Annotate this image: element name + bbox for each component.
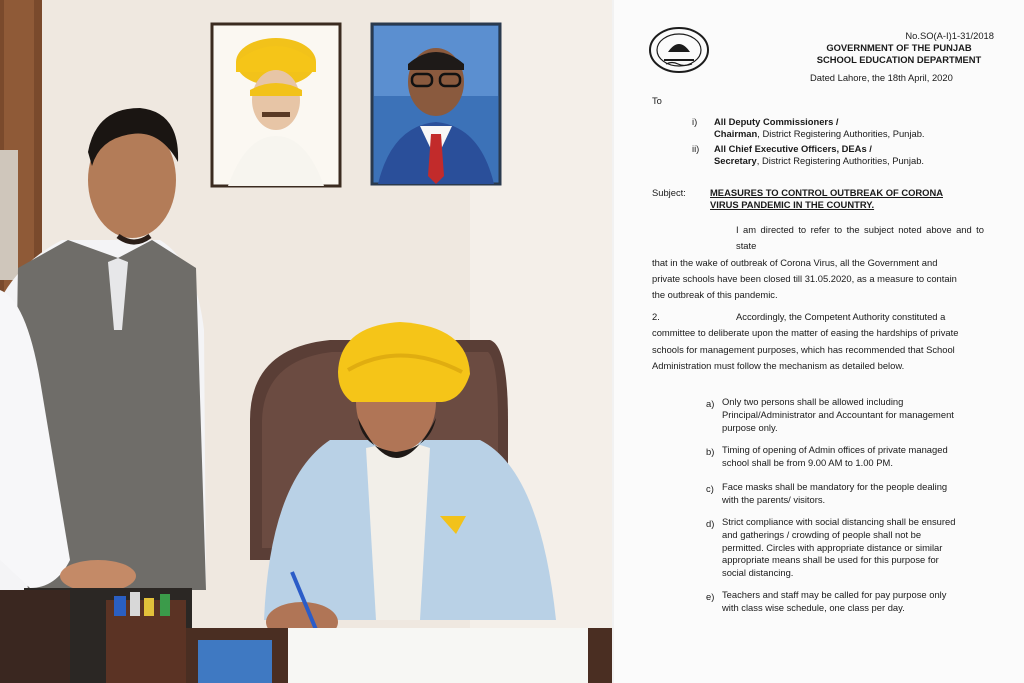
- list-item: [722, 444, 984, 470]
- government-name: GOVERNMENT OF THE PUNJAB: [826, 42, 972, 53]
- paragraph-line: private schools have been closed till 31.05.2020, as a measure to contain: [652, 272, 957, 284]
- letter-header: [794, 30, 1004, 66]
- item-line: appropriate means shall be used for this purpose for: [722, 554, 939, 566]
- recipient-number: ii): [692, 143, 700, 154]
- paper-on-desk: [288, 628, 588, 683]
- notification-document: [614, 0, 1024, 683]
- item-line: Timing of opening of Admin offices of private managed: [722, 444, 948, 455]
- recipient-authority: , District Registering Authorities, Punjab.: [757, 128, 925, 139]
- date-line: Dated Lahore, the 18th April, 2020: [810, 72, 953, 83]
- portrait-right: [372, 24, 500, 184]
- subject-label: Subject:: [652, 187, 686, 198]
- paragraph-line: schools for management purposes, which has recommended that School: [652, 343, 955, 355]
- item-line: school shall be from 9.00 AM to 1.00 PM.: [722, 456, 893, 468]
- paragraph-line: Administration must follow the mechanism as detailed below.: [652, 359, 905, 371]
- recipient-line: [714, 127, 925, 140]
- item-line: and gatherings / crowding of people shall not be: [722, 528, 922, 540]
- paragraph-line: the outbreak of this pandemic.: [652, 289, 778, 301]
- recipient-role: Secretary: [714, 155, 757, 166]
- reference-number: No.SO(A-I)1-31/2018: [905, 30, 994, 41]
- side-chair: [0, 590, 70, 683]
- item-line: with the parents/ visitors.: [722, 493, 826, 505]
- list-item: [722, 481, 984, 507]
- department-name: SCHOOL EDUCATION DEPARTMENT: [816, 54, 982, 65]
- paragraph-line: I am directed to refer to the subject noted above and to state: [736, 224, 984, 252]
- list-item: [722, 589, 984, 615]
- pen-stand: [106, 592, 186, 683]
- paragraph-number: 2.: [652, 311, 660, 322]
- item-letter: a): [706, 398, 715, 409]
- list-item: [722, 516, 984, 580]
- paragraph-line: that in the wake of outbreak of Corona Virus, all the Government and: [652, 256, 938, 268]
- item-line: with class wise schedule, one class per day.: [722, 601, 905, 613]
- recipient-line: [714, 154, 924, 167]
- item-letter: c): [706, 483, 714, 494]
- list-item: [722, 396, 984, 434]
- paragraph-1: [652, 222, 984, 303]
- subject-line: VIRUS PANDEMIC IN THE COUNTRY.: [710, 199, 875, 210]
- item-line: Principal/Administrator and Accountant for management: [722, 408, 954, 420]
- recipient-number: i): [692, 116, 698, 127]
- item-line: Face masks shall be mandatory for the people dealing: [722, 481, 948, 492]
- recipient-authority: , District Registering Authorities, Punjab.: [756, 155, 925, 166]
- desk-book: [198, 640, 272, 683]
- recipient-role: Chairman: [714, 128, 758, 139]
- item-line: purpose only.: [722, 421, 778, 433]
- government-seal-icon: [648, 24, 710, 74]
- item-line: Teachers and staff may be called for pay purpose only: [722, 589, 947, 600]
- item-line: social distancing.: [722, 567, 794, 579]
- item-letter: e): [706, 591, 715, 602]
- to-label: To: [652, 95, 662, 106]
- item-letter: d): [706, 518, 715, 529]
- paragraph-2: [652, 309, 984, 374]
- subject-line: MEASURES TO CONTROL OUTBREAK OF CORONA: [710, 187, 943, 198]
- item-line: Strict compliance with social distancing shall be ensured: [722, 516, 956, 527]
- paragraph-line: committee to deliberate upon the matter of easing the hardships of private: [652, 327, 959, 339]
- recipient-line: All Chief Executive Officers, DEAs /: [714, 143, 872, 154]
- recipient-line: All Deputy Commissioners /: [714, 116, 839, 127]
- item-line: permitted. Circles with appropriate distance or similar: [722, 541, 943, 553]
- portrait-left: [212, 24, 340, 186]
- item-letter: b): [706, 446, 715, 457]
- item-line: Only two persons shall be allowed including: [722, 396, 904, 407]
- paragraph-line: Accordingly, the Competent Authority constituted a: [736, 311, 946, 322]
